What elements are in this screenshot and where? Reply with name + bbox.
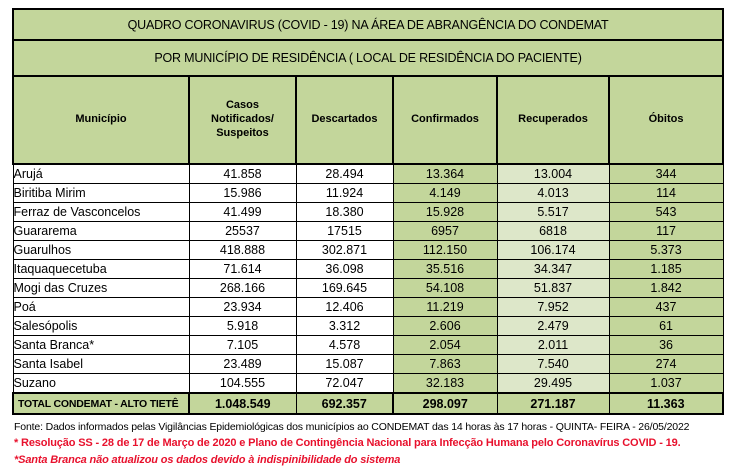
total-obitos: 11.363: [609, 393, 723, 414]
cell-obitos: 1.842: [609, 279, 723, 298]
column-header-municipio: Município: [13, 76, 189, 164]
column-header-recuperados: Recuperados: [497, 76, 609, 164]
cell-confirmados: 7.863: [393, 355, 497, 374]
cell-notificados: 23.489: [189, 355, 296, 374]
cell-municipio: Santa Branca*: [13, 336, 189, 355]
cell-descartados: 72.047: [296, 374, 393, 394]
cell-obitos: 36: [609, 336, 723, 355]
table-row: [13, 164, 723, 184]
total-row: [13, 393, 723, 414]
cell-municipio: Guarulhos: [13, 241, 189, 260]
cell-recuperados: 7.540: [497, 355, 609, 374]
cell-descartados: 18.380: [296, 203, 393, 222]
cell-obitos: 1.037: [609, 374, 723, 394]
footnote-resolucao: * Resolução SS - 28 de 17 de Março de 2020 e Plano de Contingência Nacional para Infecção Humana pelo Coronavírus COVID - 19.: [14, 437, 681, 450]
cell-descartados: 17515: [296, 222, 393, 241]
cell-recuperados: 2.011: [497, 336, 609, 355]
report-title: QUADRO CORONAVIRUS (COVID - 19) NA ÁREA DE ABRANGÊNCIA DO CONDEMAT: [13, 9, 723, 40]
cell-descartados: 28.494: [296, 164, 393, 184]
table-row: [13, 222, 723, 241]
total-confirmados: 298.097: [393, 393, 497, 414]
cell-descartados: 15.087: [296, 355, 393, 374]
cell-notificados: 104.555: [189, 374, 296, 394]
cell-municipio: Suzano: [13, 374, 189, 394]
cell-obitos: 61: [609, 317, 723, 336]
table-row: [13, 241, 723, 260]
footnote-source: Fonte: Dados informados pelas Vigilâncias Epidemiológicas dos municípios ao CONDEMAT das 14 horas às 17 horas - QUINTA- FEIRA - 26/05/2022: [14, 421, 690, 433]
cell-recuperados: 2.479: [497, 317, 609, 336]
title-row: [13, 9, 723, 40]
cell-notificados: 41.858: [189, 164, 296, 184]
total-recuperados: 271.187: [497, 393, 609, 414]
subtitle-row: [13, 40, 723, 76]
cell-obitos: 117: [609, 222, 723, 241]
cell-notificados: 7.105: [189, 336, 296, 355]
table-row: [13, 203, 723, 222]
cell-confirmados: 32.183: [393, 374, 497, 394]
cell-descartados: 302.871: [296, 241, 393, 260]
cell-descartados: 11.924: [296, 184, 393, 203]
cell-descartados: 12.406: [296, 298, 393, 317]
cell-descartados: 36.098: [296, 260, 393, 279]
cell-notificados: 15.986: [189, 184, 296, 203]
cell-notificados: 418.888: [189, 241, 296, 260]
cell-municipio: Ferraz de Vasconcelos: [13, 203, 189, 222]
cell-notificados: 5.918: [189, 317, 296, 336]
cell-notificados: 41.499: [189, 203, 296, 222]
cell-descartados: 4.578: [296, 336, 393, 355]
table-row: [13, 298, 723, 317]
cell-confirmados: 15.928: [393, 203, 497, 222]
column-header-descartados: Descartados: [296, 76, 393, 164]
cell-confirmados: 6957: [393, 222, 497, 241]
cell-notificados: 268.166: [189, 279, 296, 298]
total-label: TOTAL CONDEMAT - ALTO TIETÊ: [13, 393, 189, 414]
cell-obitos: 437: [609, 298, 723, 317]
table-row: [13, 279, 723, 298]
cell-obitos: 274: [609, 355, 723, 374]
cell-recuperados: 4.013: [497, 184, 609, 203]
cell-confirmados: 2.054: [393, 336, 497, 355]
column-header-confirmados: Confirmados: [393, 76, 497, 164]
cell-municipio: Poá: [13, 298, 189, 317]
table-body: [13, 164, 723, 393]
total-descartados: 692.357: [296, 393, 393, 414]
report-subtitle: POR MUNICÍPIO DE RESIDÊNCIA ( LOCAL DE RESIDÊNCIA DO PACIENTE): [13, 40, 723, 76]
table-row: [13, 260, 723, 279]
table-row: [13, 184, 723, 203]
cell-municipio: Itaquaquecetuba: [13, 260, 189, 279]
footnote-santa-branca: *Santa Branca não atualizou os dados devido à indispinibilidade do sistema: [14, 454, 401, 467]
cell-confirmados: 4.149: [393, 184, 497, 203]
cell-municipio: Mogi das Cruzes: [13, 279, 189, 298]
cell-recuperados: 106.174: [497, 241, 609, 260]
column-header-obitos: Óbitos: [609, 76, 723, 164]
cell-notificados: 25537: [189, 222, 296, 241]
table-row: [13, 317, 723, 336]
cell-notificados: 23.934: [189, 298, 296, 317]
cell-municipio: Salesópolis: [13, 317, 189, 336]
cell-municipio: Santa Isabel: [13, 355, 189, 374]
column-header-notificados: Casos Notificados/ Suspeitos: [189, 76, 296, 164]
cell-confirmados: 13.364: [393, 164, 497, 184]
cell-confirmados: 2.606: [393, 317, 497, 336]
footnotes: [12, 419, 722, 469]
cell-confirmados: 112.150: [393, 241, 497, 260]
cell-obitos: 114: [609, 184, 723, 203]
cell-obitos: 1.185: [609, 260, 723, 279]
cell-confirmados: 35.516: [393, 260, 497, 279]
cell-notificados: 71.614: [189, 260, 296, 279]
table-row: [13, 355, 723, 374]
cell-descartados: 169.645: [296, 279, 393, 298]
cell-recuperados: 34.347: [497, 260, 609, 279]
table-row: [13, 374, 723, 394]
cell-municipio: Guararema: [13, 222, 189, 241]
table-row: [13, 336, 723, 355]
cell-obitos: 543: [609, 203, 723, 222]
column-header-row: [13, 76, 723, 164]
cell-recuperados: 7.952: [497, 298, 609, 317]
cell-recuperados: 51.837: [497, 279, 609, 298]
cell-recuperados: 13.004: [497, 164, 609, 184]
cell-recuperados: 29.495: [497, 374, 609, 394]
cell-municipio: Arujá: [13, 164, 189, 184]
cell-obitos: 344: [609, 164, 723, 184]
cell-obitos: 5.373: [609, 241, 723, 260]
cell-descartados: 3.312: [296, 317, 393, 336]
cell-recuperados: 5.517: [497, 203, 609, 222]
cell-municipio: Biritiba Mirim: [13, 184, 189, 203]
cell-confirmados: 54.108: [393, 279, 497, 298]
cell-confirmados: 11.219: [393, 298, 497, 317]
cell-recuperados: 6818: [497, 222, 609, 241]
covid-summary-table: [12, 8, 724, 415]
total-notificados: 1.048.549: [189, 393, 296, 414]
